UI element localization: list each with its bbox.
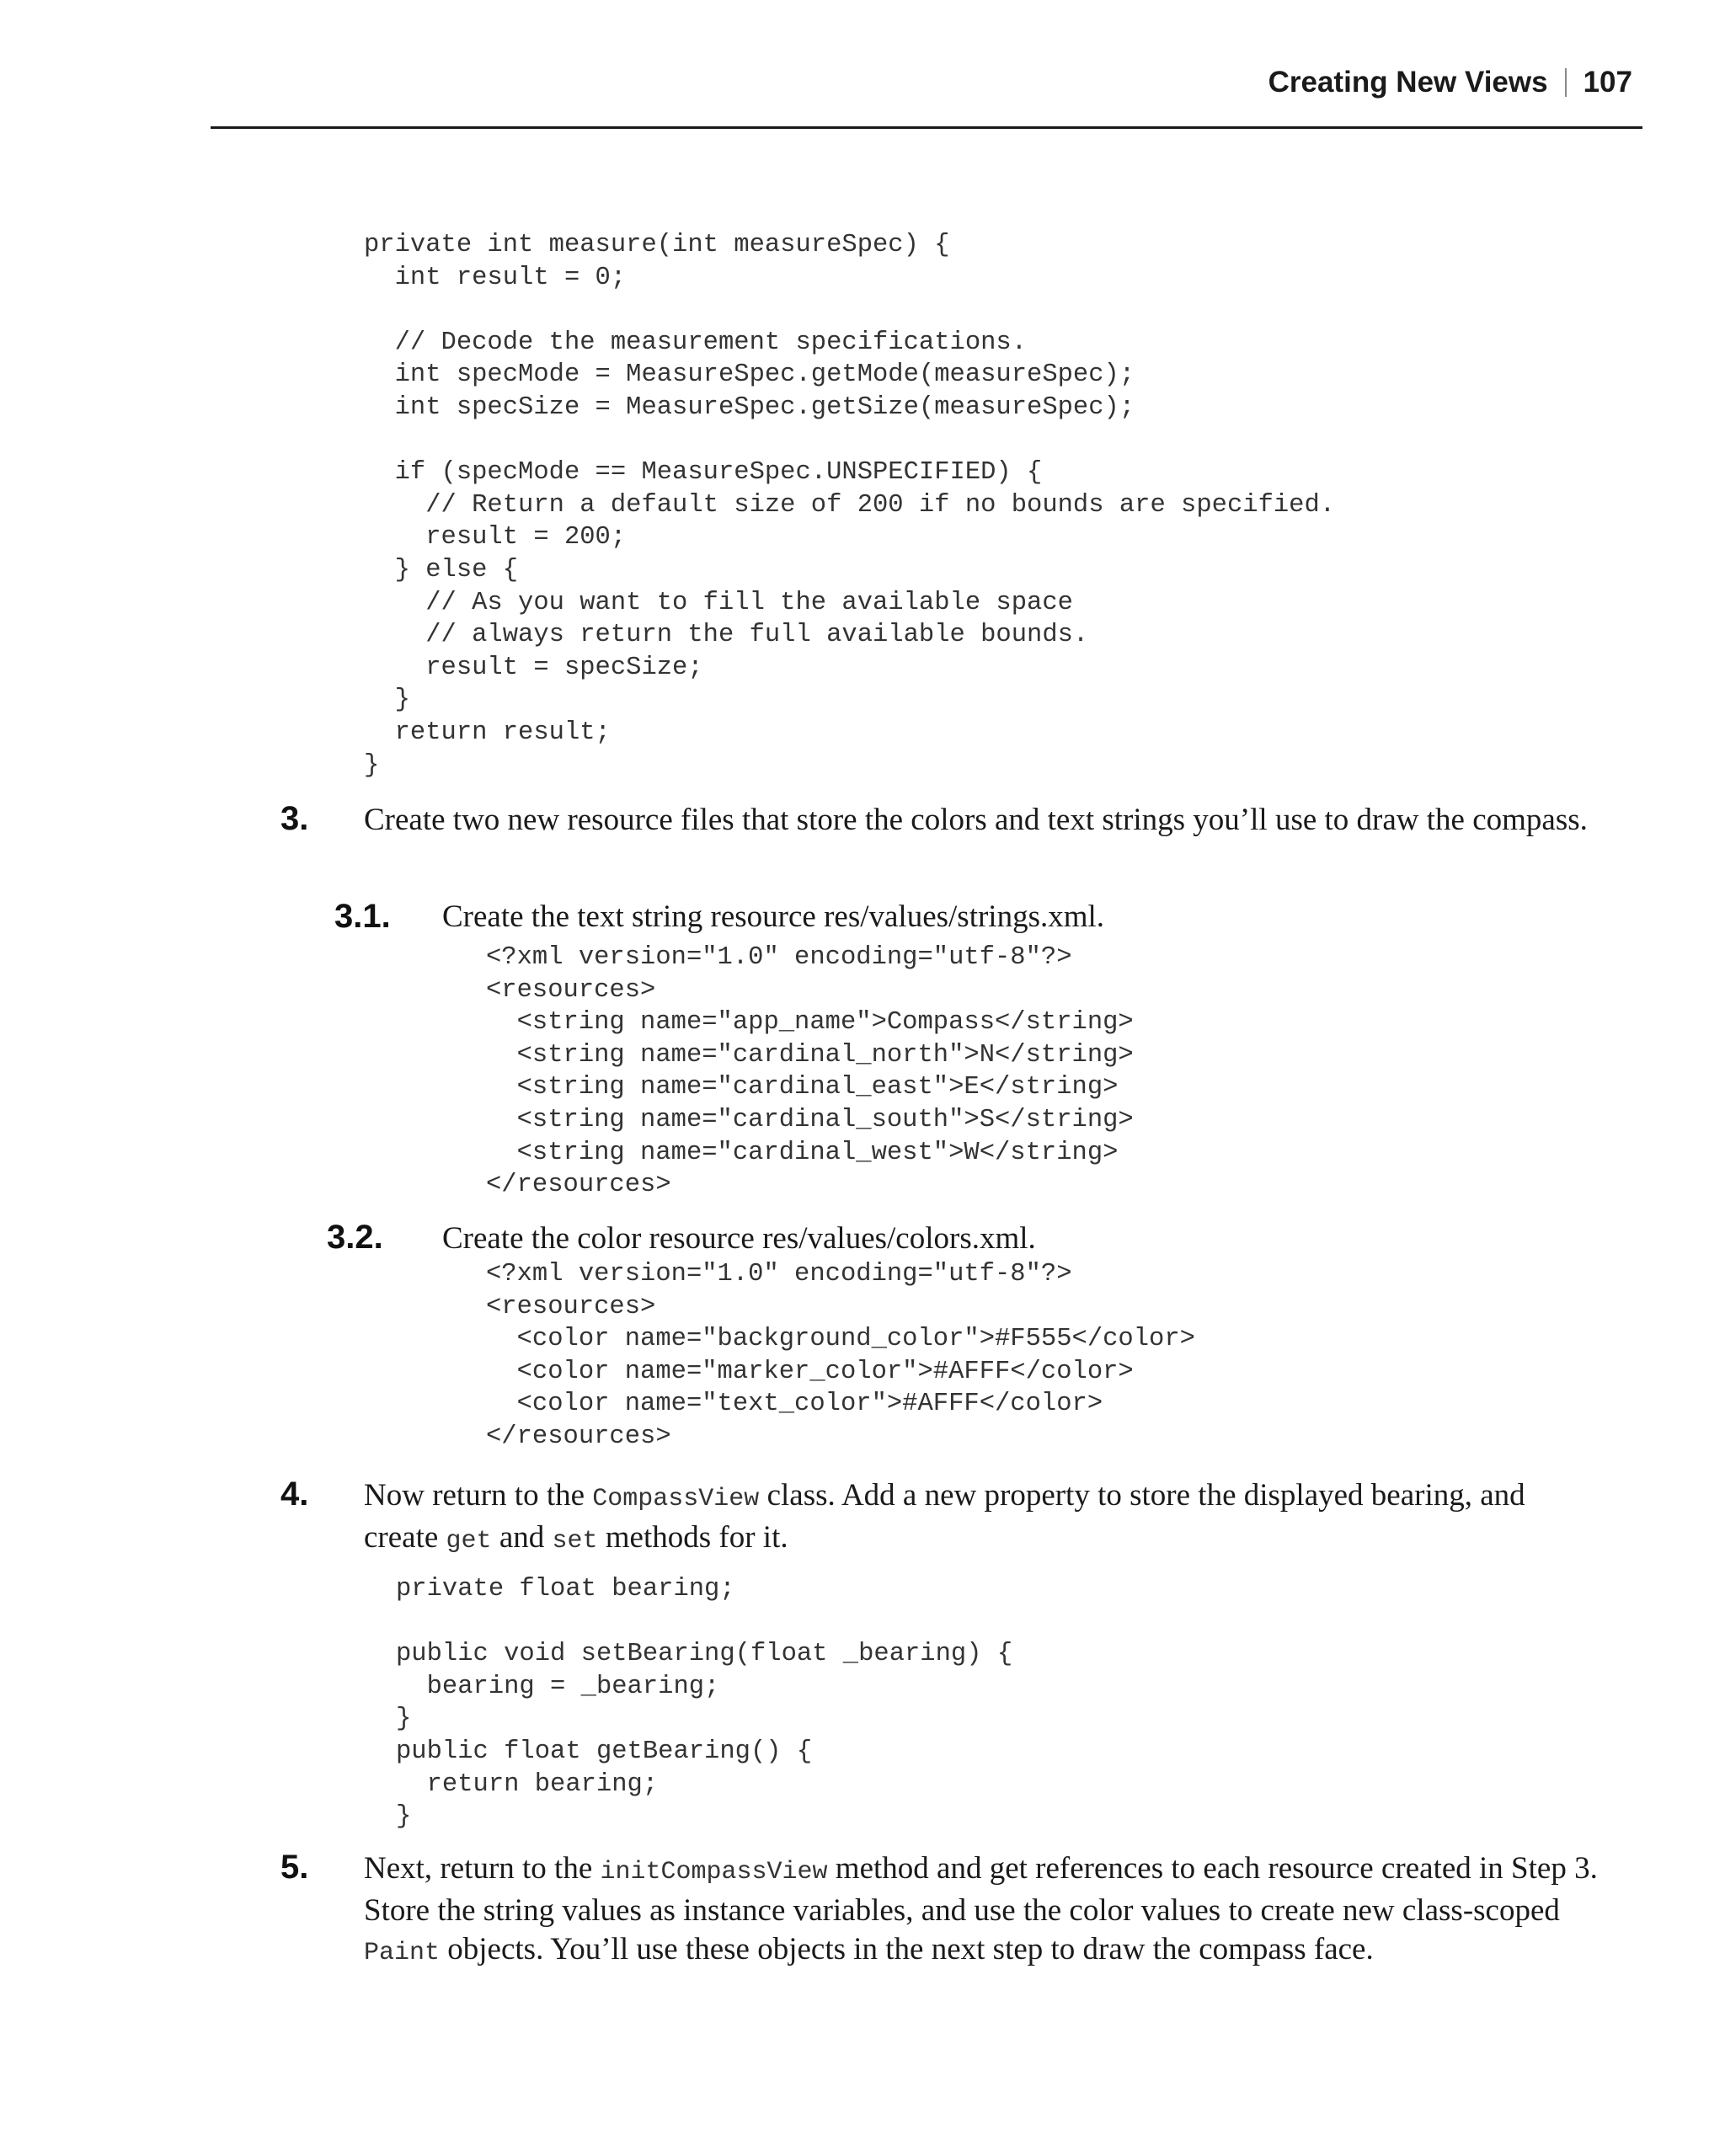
step-4-text: Now return to the CompassView class. Add a new property to store the displayed bearing, and create get and set methods for it. bbox=[364, 1478, 1525, 1556]
step-3-2-number: 3.2. bbox=[327, 1219, 383, 1256]
step-3-1-text: Create the text string resource res/values/strings.xml. bbox=[442, 899, 1105, 934]
section-title: Creating New Views bbox=[1268, 66, 1548, 99]
code-block-measure: private int measure(int measureSpec) { int result = 0; // Decode the measurement specifications. int specMode = MeasureSpec.getMode(measureSpec); int specSize = MeasureSpec.getSize(measureSpec); if (specMode == MeasureSpec.UNSPECIFIED) { // Return a default size of 200 if no bounds are specified. result = 200; } else { // As you want to fill the available space // always return the full available bounds. result = specSize; } return result; } bbox=[364, 231, 1336, 780]
step-5-number: 5. bbox=[280, 1849, 309, 1886]
code-block-colors-xml: <?xml version="1.0" encoding="utf-8"?> <resources> <color name="background_color">#F555</color> <color name="marker_color">#AFFF</color> <color name="text_color">#AFFF</color> </resources> bbox=[486, 1260, 1195, 1451]
step-3-1-number: 3.1. bbox=[334, 898, 391, 935]
running-header bbox=[1268, 66, 1632, 99]
step-4-number: 4. bbox=[280, 1476, 309, 1513]
code-block-bearing: private float bearing; public void setBearing(float _bearing) { bearing = _bearing; } public float getBearing() { return bearing; } bbox=[396, 1575, 1013, 1832]
step-5-text: Next, return to the initCompassView method and get references to each resource created in Step 3. Store the string values as instance variables, and use the color values to create new class-scoped Paint objects. You’ll use these objects in the next step to draw the compass face. bbox=[364, 1851, 1598, 1967]
inline-code-paint: Paint bbox=[364, 1939, 441, 1967]
step-3-number: 3. bbox=[280, 800, 309, 837]
header-rule bbox=[211, 126, 1642, 129]
inline-code-get: get bbox=[446, 1527, 492, 1556]
inline-code-initcompassview: initCompassView bbox=[600, 1858, 828, 1886]
header-separator bbox=[1565, 68, 1567, 97]
inline-code-set: set bbox=[552, 1527, 598, 1556]
inline-code-compassview: CompassView bbox=[592, 1485, 760, 1513]
step-3-2-text: Create the color resource res/values/colors.xml. bbox=[442, 1221, 1036, 1256]
code-block-strings-xml: <?xml version="1.0" encoding="utf-8"?> <resources> <string name="app_name">Compass</string> <string name="cardinal_north">N</string> <string name="cardinal_east">E</string> <string name="cardinal_south">S</string> <string name="cardinal_west">W</string> </resources> bbox=[486, 943, 1134, 1200]
step-3-text: Create two new resource files that store the colors and text strings you’ll use to draw the compass. bbox=[364, 803, 1588, 837]
page-number: 107 bbox=[1583, 66, 1632, 99]
